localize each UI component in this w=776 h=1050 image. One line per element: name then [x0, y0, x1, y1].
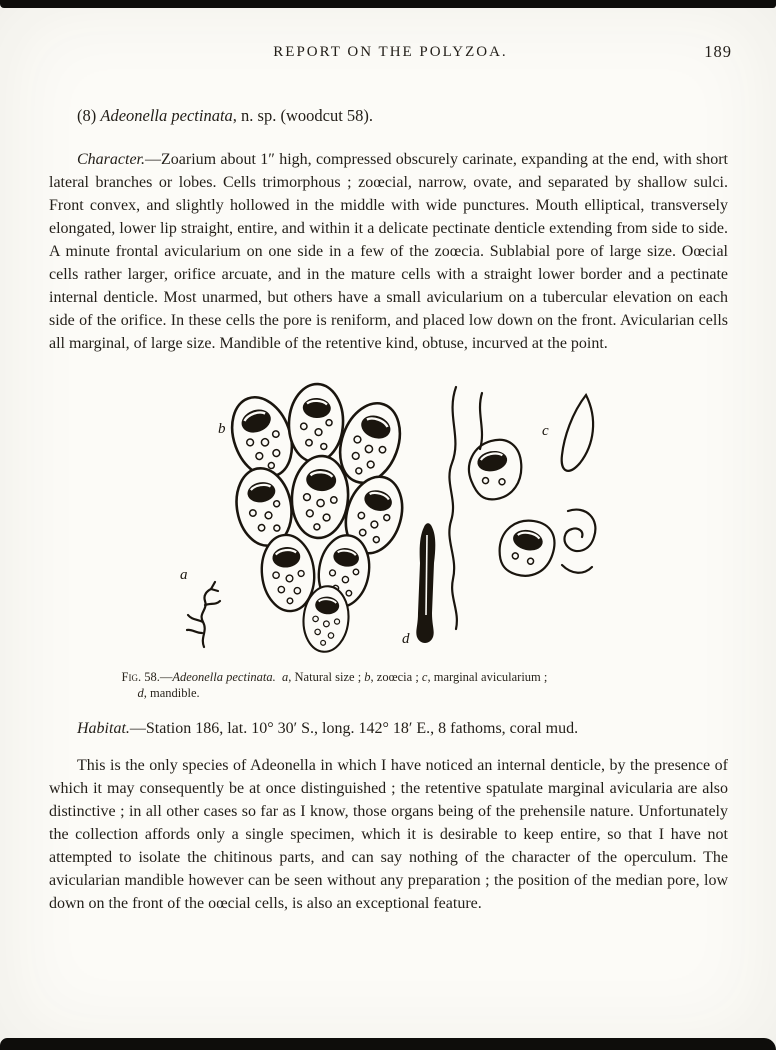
caption-item-c: , marginal avicularium ;: [427, 670, 548, 684]
character-text: —Zoarium about 1″ high, compressed obscurely carinate, expanding at the end, with short lateral branches or lobes. Cells trimorphous ; zoœcial, narrow, ovate, and separated by shallow sulci. Front convex, and slightly hollowed in the middle with wide punctures. Mouth elliptical, transversely elongated, lower lip straight, entire, and within it a delicate pectinate denticle extending from side to side. A minute frontal avicularium on one side in a few of the zoœcia. Sublabial pore of large size. Oœcial cells rather larger, orifice arcuate, and in the mature cells with a straight lower border and a pectinate internal denticle. Most unarmed, but others have a small avicularium on a tubercular elevation on each side of the orifice. In these cells the pore is reniform, and placed low down on the front. Avicularian cells all marginal, of large size. Mandible of the retentive kind, obtuse, incurved at the point.: [49, 151, 728, 352]
figure-number: Fig. 58.—: [121, 670, 173, 684]
character-label: Character.: [77, 151, 145, 168]
figure-label-a: a: [179, 567, 187, 583]
species-heading-suffix: , n. sp. (woodcut 58).: [232, 106, 374, 125]
figure-label-c: c: [541, 423, 549, 439]
caption-item-b: , zoœcia ;: [370, 670, 422, 684]
species-heading-prefix: (8): [77, 106, 101, 125]
discussion-genus: Adeonella: [250, 757, 316, 774]
page-header: [49, 44, 732, 66]
species-heading: [49, 104, 728, 127]
figure-caption-line2: [122, 685, 667, 701]
character-paragraph: [49, 148, 728, 355]
figure-label-d: d: [401, 631, 409, 647]
discussion-post: in which I have noticed an internal denticle, by the presence of which it may consequently be at once distinguished ; the retentive spatulate marginal avicularia are also distinctive ; in all other cases so far as I know, those organs being of the prehensile nature. Unfortunately the collection affords only a single specimen, which it is desirable to keep entire, so that I have not attempted to isolate the chitinous parts, and can say nothing of the character of the operculum. The avicularian mandible however can be seen without any preparation ; the position of the median pore, low down on the front of the oœcial cells, is also an exceptional feature.: [49, 757, 728, 912]
discussion-paragraph: [49, 754, 728, 915]
caption-key-a: a: [282, 670, 289, 684]
figure-caption-line1: [122, 670, 548, 684]
page-body: [49, 104, 728, 915]
species-name: Adeonella pectinata: [100, 106, 233, 125]
caption-key-d: d: [137, 686, 144, 700]
mandible-shape: [416, 523, 435, 643]
caption-item-a: , Natural size ;: [288, 670, 365, 684]
caption-species: Adeonella pectinata.: [172, 670, 276, 684]
habitat-text: —Station 186, lat. 10° 30′ S., long. 142° 18′ E., 8 fathoms, coral mud.: [129, 720, 579, 737]
figure-caption: [122, 669, 667, 701]
figure-woodcut-58: [121, 379, 614, 701]
page-number: 189: [704, 42, 732, 61]
woodcut-illustration: [164, 379, 614, 659]
running-title: REPORT ON THE POLYZOA.: [273, 44, 508, 60]
caption-key-c: c: [421, 670, 428, 684]
scan-artifact-top: [0, 0, 776, 8]
natural-size-twig: [187, 582, 220, 647]
figure-label-b: b: [217, 421, 225, 437]
zooecia-cluster: [221, 383, 410, 654]
caption-item-d: , mandible.: [143, 686, 200, 700]
scan-artifact-bottom: [0, 1038, 776, 1050]
marginal-avicularium-fragment: [449, 387, 595, 629]
discussion-pre: This is the only species of: [77, 757, 251, 774]
habitat-paragraph: [49, 717, 728, 740]
caption-key-b: b: [364, 670, 371, 684]
habitat-label: Habitat.: [77, 720, 130, 737]
